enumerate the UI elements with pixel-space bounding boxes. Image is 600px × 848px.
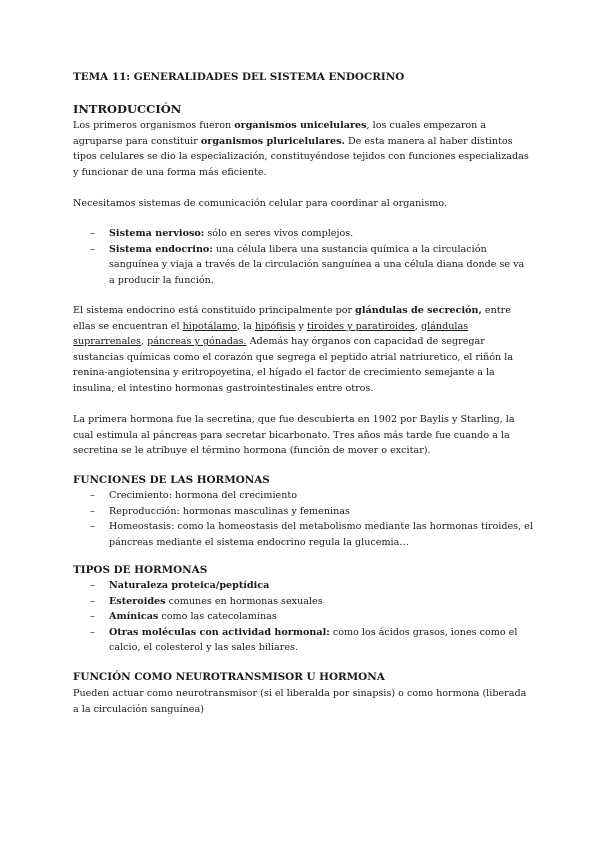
text-run: ,: [140, 336, 148, 348]
intro-paragraph-2: Necesitamos sistemas de comunicación celular para coordinar al organismo.: [73, 198, 448, 209]
text-run: De esta manera al haber distintos tipos celulares se dio la especialización, constituyéndose tejidos con funciones especializadas y funcionar de una forma más eficiente.: [73, 135, 529, 178]
underlined-term: glándulas suprarrenales: [73, 320, 469, 348]
text-run: entre ellas se encuentran el: [73, 305, 511, 332]
list-item: – Reproducción: hormonas masculinas y femeninas: [73, 504, 533, 520]
underlined-term: hipófisis: [254, 320, 296, 332]
text-run: y: [295, 320, 307, 332]
communication-systems-list: [73, 226, 533, 288]
bold-term: organismos pluricelulares.: [200, 135, 345, 147]
text-run: El sistema endocrino está constituido principalmente por: [73, 305, 356, 316]
intro-paragraph-3: [73, 303, 533, 397]
list-item: [73, 226, 533, 242]
tipos-list: [73, 578, 533, 656]
bold-term: Amínicas: [109, 611, 159, 623]
list-item: – Crecimiento: hormona del crecimiento: [73, 488, 533, 504]
underlined-term: páncreas y gónadas.: [147, 336, 247, 348]
text-run: Además hay órganos con capacidad de segregar sustancias químicas como el corazón que segrega el peptido atrial natriuretico, el riñón la renina-angiotensina y eritropoyetina, el hígado el factor de crecimiento semejante a la insulina, el intestino hormonas gastrointestinales entre otros.: [73, 336, 514, 394]
list-item: [73, 594, 533, 610]
bold-term: organismos unicelulares: [234, 120, 367, 131]
bold-term: Naturaleza proteica/peptídica: [109, 580, 270, 591]
bold-term: Otras moléculas con actividad hormonal:: [109, 626, 330, 638]
text-run: una célula libera una sustancia química a la circulación sanguínea y viaja a través de la circulación sanguínea a una célula diana donde se va a producir la función.: [109, 243, 525, 286]
underlined-term: tiroides y paratiroides: [306, 320, 415, 332]
text-run: Los primeros organismos fueron: [73, 120, 235, 131]
list-item: – Homeostasis: como la homeostasis del metabolismo mediante las hormonas tiroides, el páncreas mediante el sistema endocrino regula la glucemia…: [73, 519, 533, 550]
bold-term: Esteroides: [109, 595, 166, 607]
bold-term: Sistema endocrino:: [109, 243, 213, 255]
list-item: [73, 609, 533, 625]
neuro-paragraph: Pueden actuar como neurotransmisor (si el liberalda por sinapsis) o como hormona (liberada a la circulación sanguínea): [73, 688, 527, 715]
neuro-heading: FUNCIÓN COMO NEUROTRANSMISOR U HORMONA: [73, 671, 385, 683]
underlined-term: hipotálamo: [182, 320, 238, 332]
list-item: [73, 242, 533, 289]
text-run: como las catecolaminas: [158, 611, 277, 623]
bold-term: Sistema nervioso:: [109, 228, 205, 239]
text-run: , la: [237, 320, 255, 332]
page-title: TEMA 11: GENERALIDADES DEL SISTEMA ENDOCRINO: [73, 71, 405, 83]
funciones-list: [73, 488, 533, 550]
text-run: , los cuales empezaron a agruparse para constituir: [73, 120, 487, 147]
list-item: [73, 578, 533, 594]
text-run: ,: [414, 320, 421, 332]
text-run: sólo en seres vivos complejos.: [204, 228, 354, 239]
intro-paragraph-1: [73, 118, 533, 180]
text-run: como los ácidos grasos, iones como el calcio, el colesterol y las sales biliares.: [109, 626, 518, 654]
tipos-heading: TIPOS DE HORMONAS: [73, 564, 208, 576]
funciones-heading: FUNCIONES DE LAS HORMONAS: [73, 474, 270, 486]
intro-heading: INTRODUCCIÓN: [73, 102, 182, 116]
list-item: [73, 625, 533, 656]
bold-term: glándulas de secreción,: [355, 305, 482, 316]
intro-paragraph-4: La primera hormona fue la secretina, que fue descubierta en 1902 por Baylis y Starling, la cual estimula al páncreas para secretar bicarbonato. Tres años más tarde fue cuando a la secretina se le atribuye el término hormona (función de mover o excitar).: [73, 414, 515, 457]
text-run: comunes en hormonas sexuales: [165, 595, 323, 607]
